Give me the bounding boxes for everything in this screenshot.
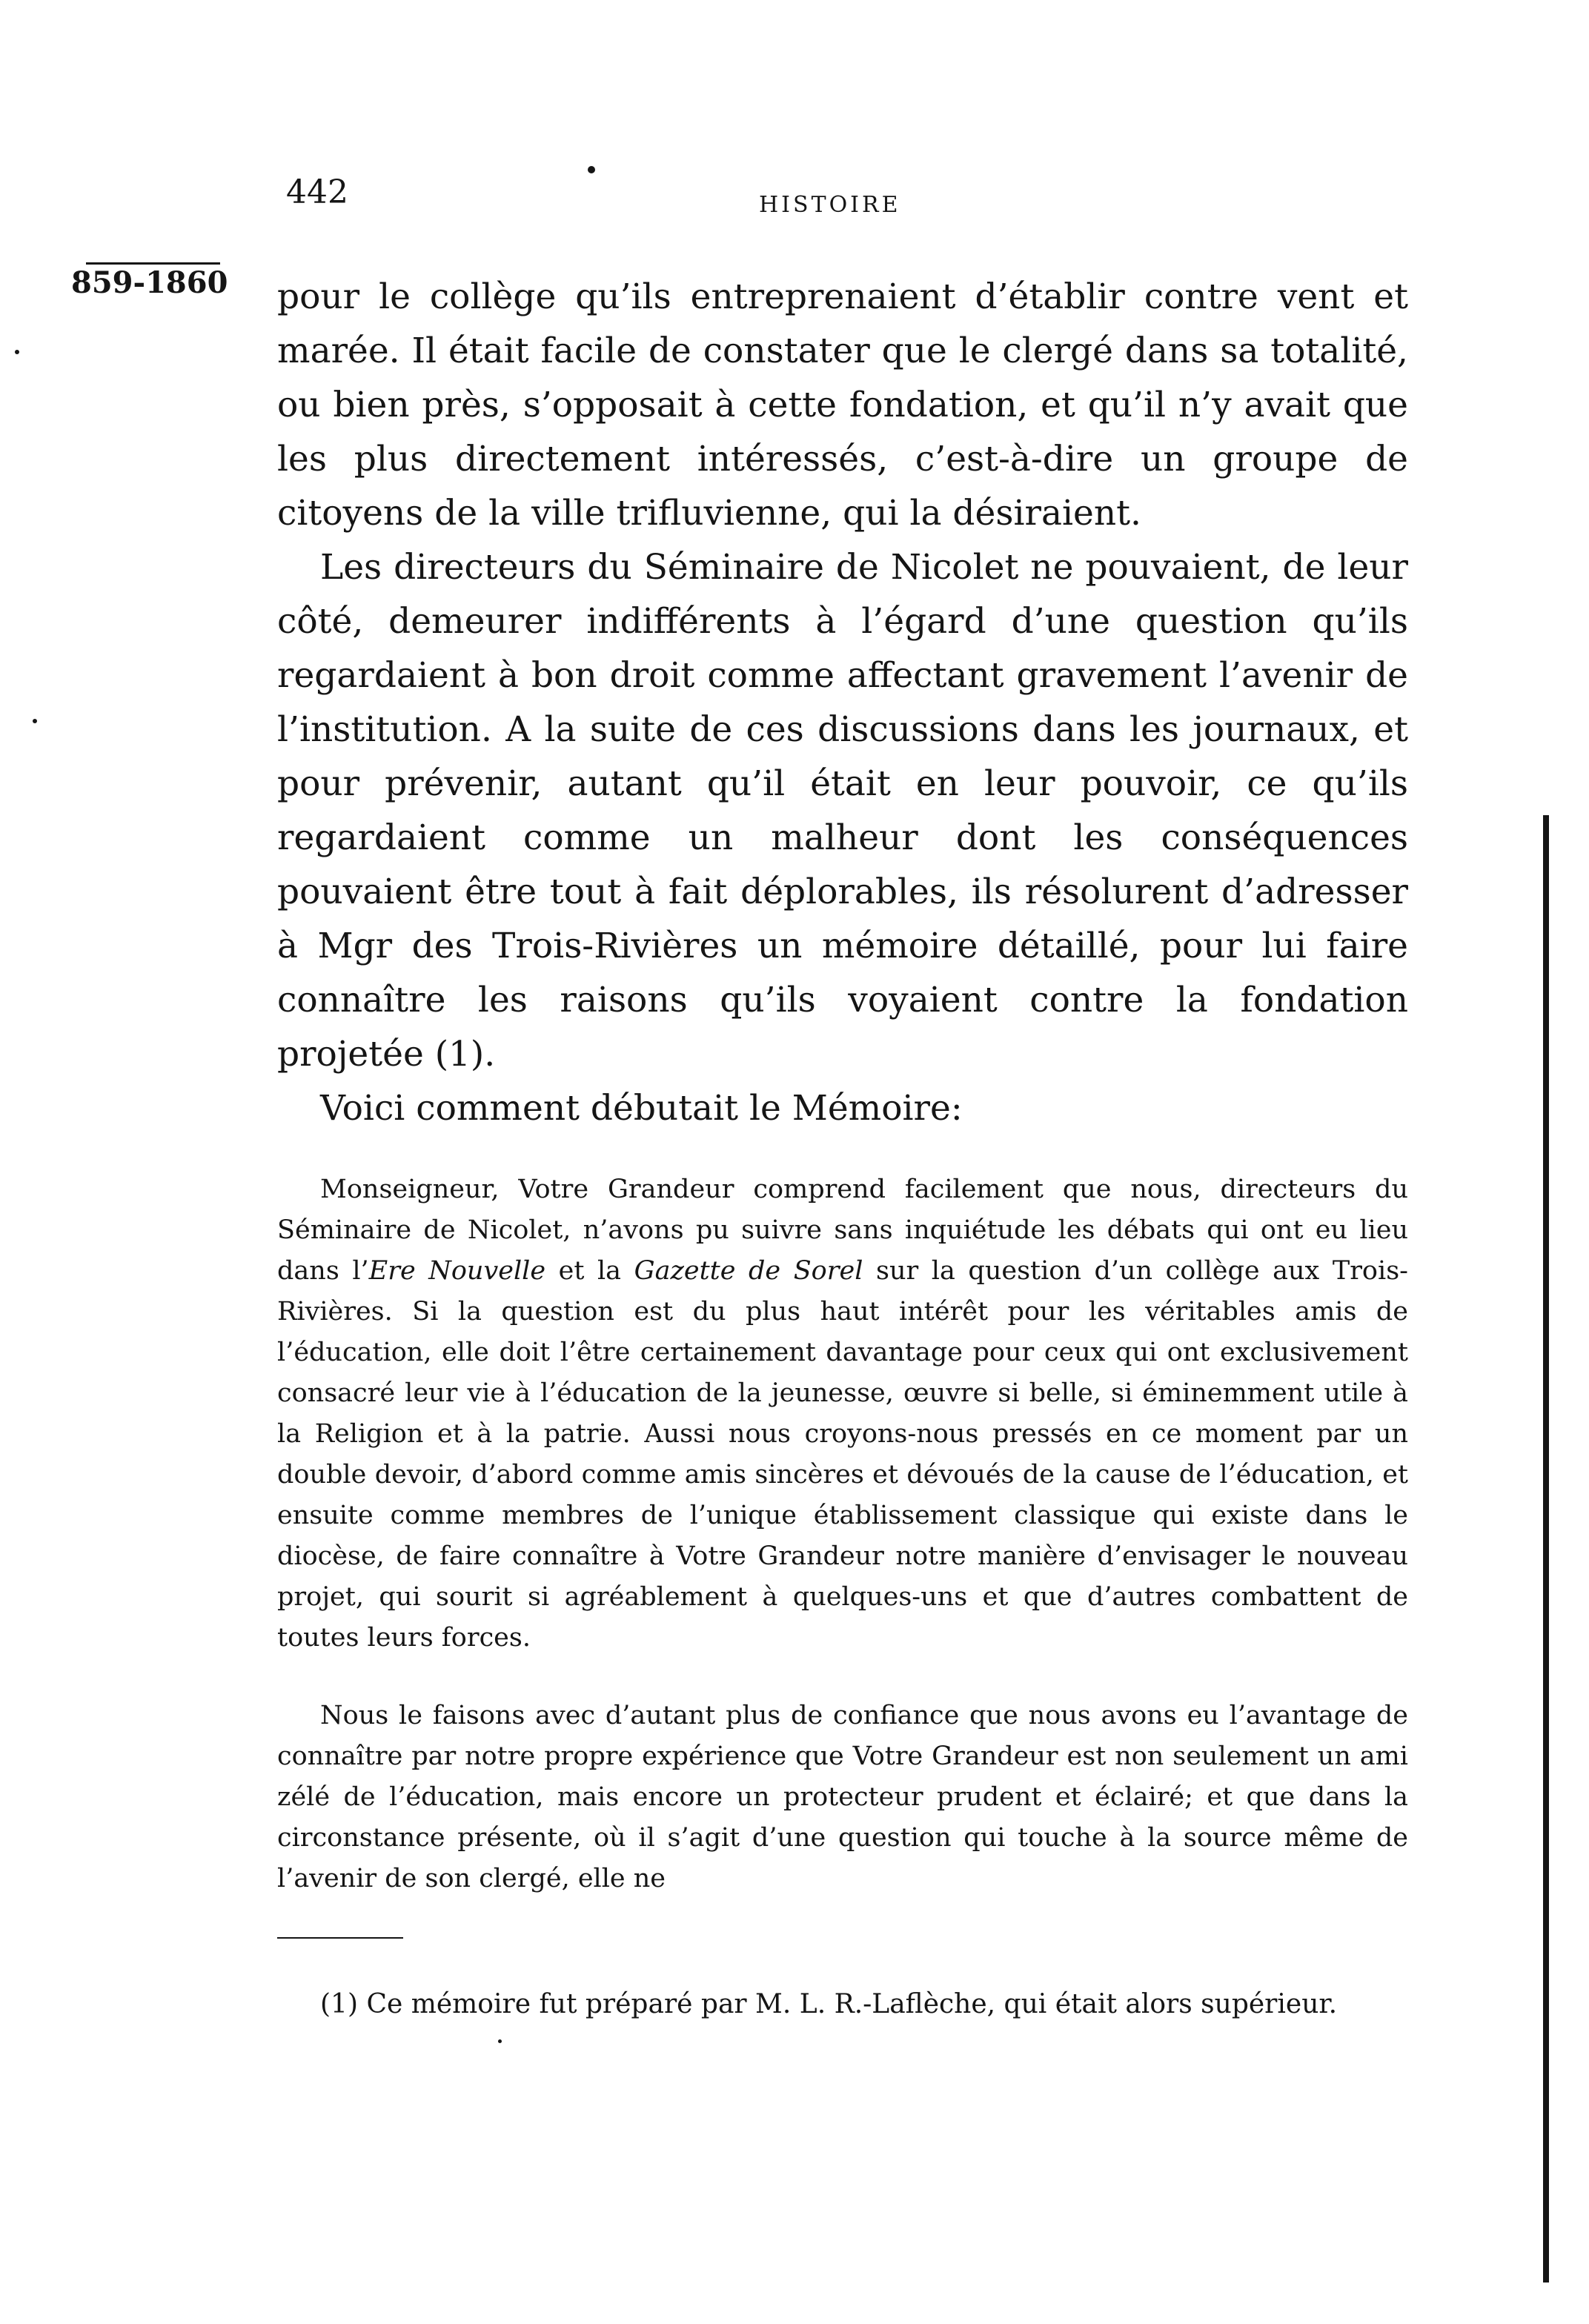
quote-text-after: sur la question d’un collège aux Trois-Rivières. Si la question est du plus haut intérêt pour les véritables amis de l’éducation, elle doit l’être certainement davantage pour ceux qui ont exclusivement consacré leur vie à l’éducation de la jeunesse, œuvre si belle, si éminemment utile à la Religion et à la patrie. Aussi nous croyons-nous pressés en ce moment par un double devoir, d’abord comme amis sincères et dévoués de la cause de l’éducation, et ensuite comme membres de l’unique établissement classique qui existe dans le diocèse, de faire connaître à Votre Grandeur notre manière d’envisager le nouveau projet, qui sourit si agréablement à quelques-uns et que d’autres combattent de toutes leurs forces. (277, 1256, 1408, 1653)
footnote: (1) Ce mémoire fut préparé par M. L. R.-Laflèche, qui était alors supérieur. (320, 1989, 1338, 2019)
body-paragraph-1: pour le collège qu’ils entreprenaient d’établir contre vent et marée. Il était facile de constater que le clergé dans sa totalité, ou bien près, s’opposait à cette fondation, et qu’il n’y avait que les plus directement intéressés, c’est-à-dire un groupe de citoyens de la ville trifluvienne, qui la désiraient. (277, 276, 1408, 534)
newspaper-title-ere-nouvelle: Ere Nouvelle (368, 1256, 546, 1286)
running-head: HISTOIRE (759, 192, 901, 218)
print-speck (15, 350, 19, 354)
print-speck (498, 2039, 502, 2043)
body-paragraph-3: Voici comment débutait le Mémoire: (320, 1088, 963, 1129)
quote-text-mid: et la (545, 1256, 634, 1286)
newspaper-title-gazette-de-sorel: Gazette de Sorel (634, 1256, 863, 1286)
quoted-memoir-paragraph-1 (277, 1169, 1408, 1659)
page-number: 442 (286, 173, 348, 211)
footnote-rule (277, 1937, 403, 1939)
print-speck (588, 166, 595, 173)
quoted-memoir-paragraph-2: Nous le faisons avec d’autant plus de confiance que nous avons eu l’avantage de connaître par notre propre expérience que Votre Grandeur est non seulement un ami zélé de l’éducation, mais encore un protecteur prudent et éclairé; et que dans la circonstance présente, où il s’agit d’une question qui touche à la source même de l’avenir de son clergé, elle ne (277, 1701, 1408, 1893)
binding-edge (1543, 815, 1549, 2282)
margin-date-note: 859-1860 (71, 265, 228, 300)
quote-text-before: Monseigneur, Votre Grandeur comprend facilement que nous, directeurs du Séminaire de Nicolet, n’avons pu suivre sans inquiétude les débats qui ont eu lieu dans l’ (277, 1175, 1408, 1286)
body-paragraph-2: Les directeurs du Séminaire de Nicolet ne pouvaient, de leur côté, demeurer indifférents à l’égard d’une question qu’ils regardaient à bon droit comme affectant gravement l’avenir de l’institution. A la suite de ces discussions dans les journaux, et pour prévenir, autant qu’il était en leur pouvoir, ce qu’ils regardaient comme un malheur dont les conséquences pouvaient être tout à fait déplorables, ils résolurent d’adresser à Mgr des Trois-Rivières un mémoire détaillé, pour lui faire connaître les raisons qu’ils voyaient contre la fondation projetée (1). (277, 547, 1408, 1075)
print-speck (33, 719, 37, 723)
